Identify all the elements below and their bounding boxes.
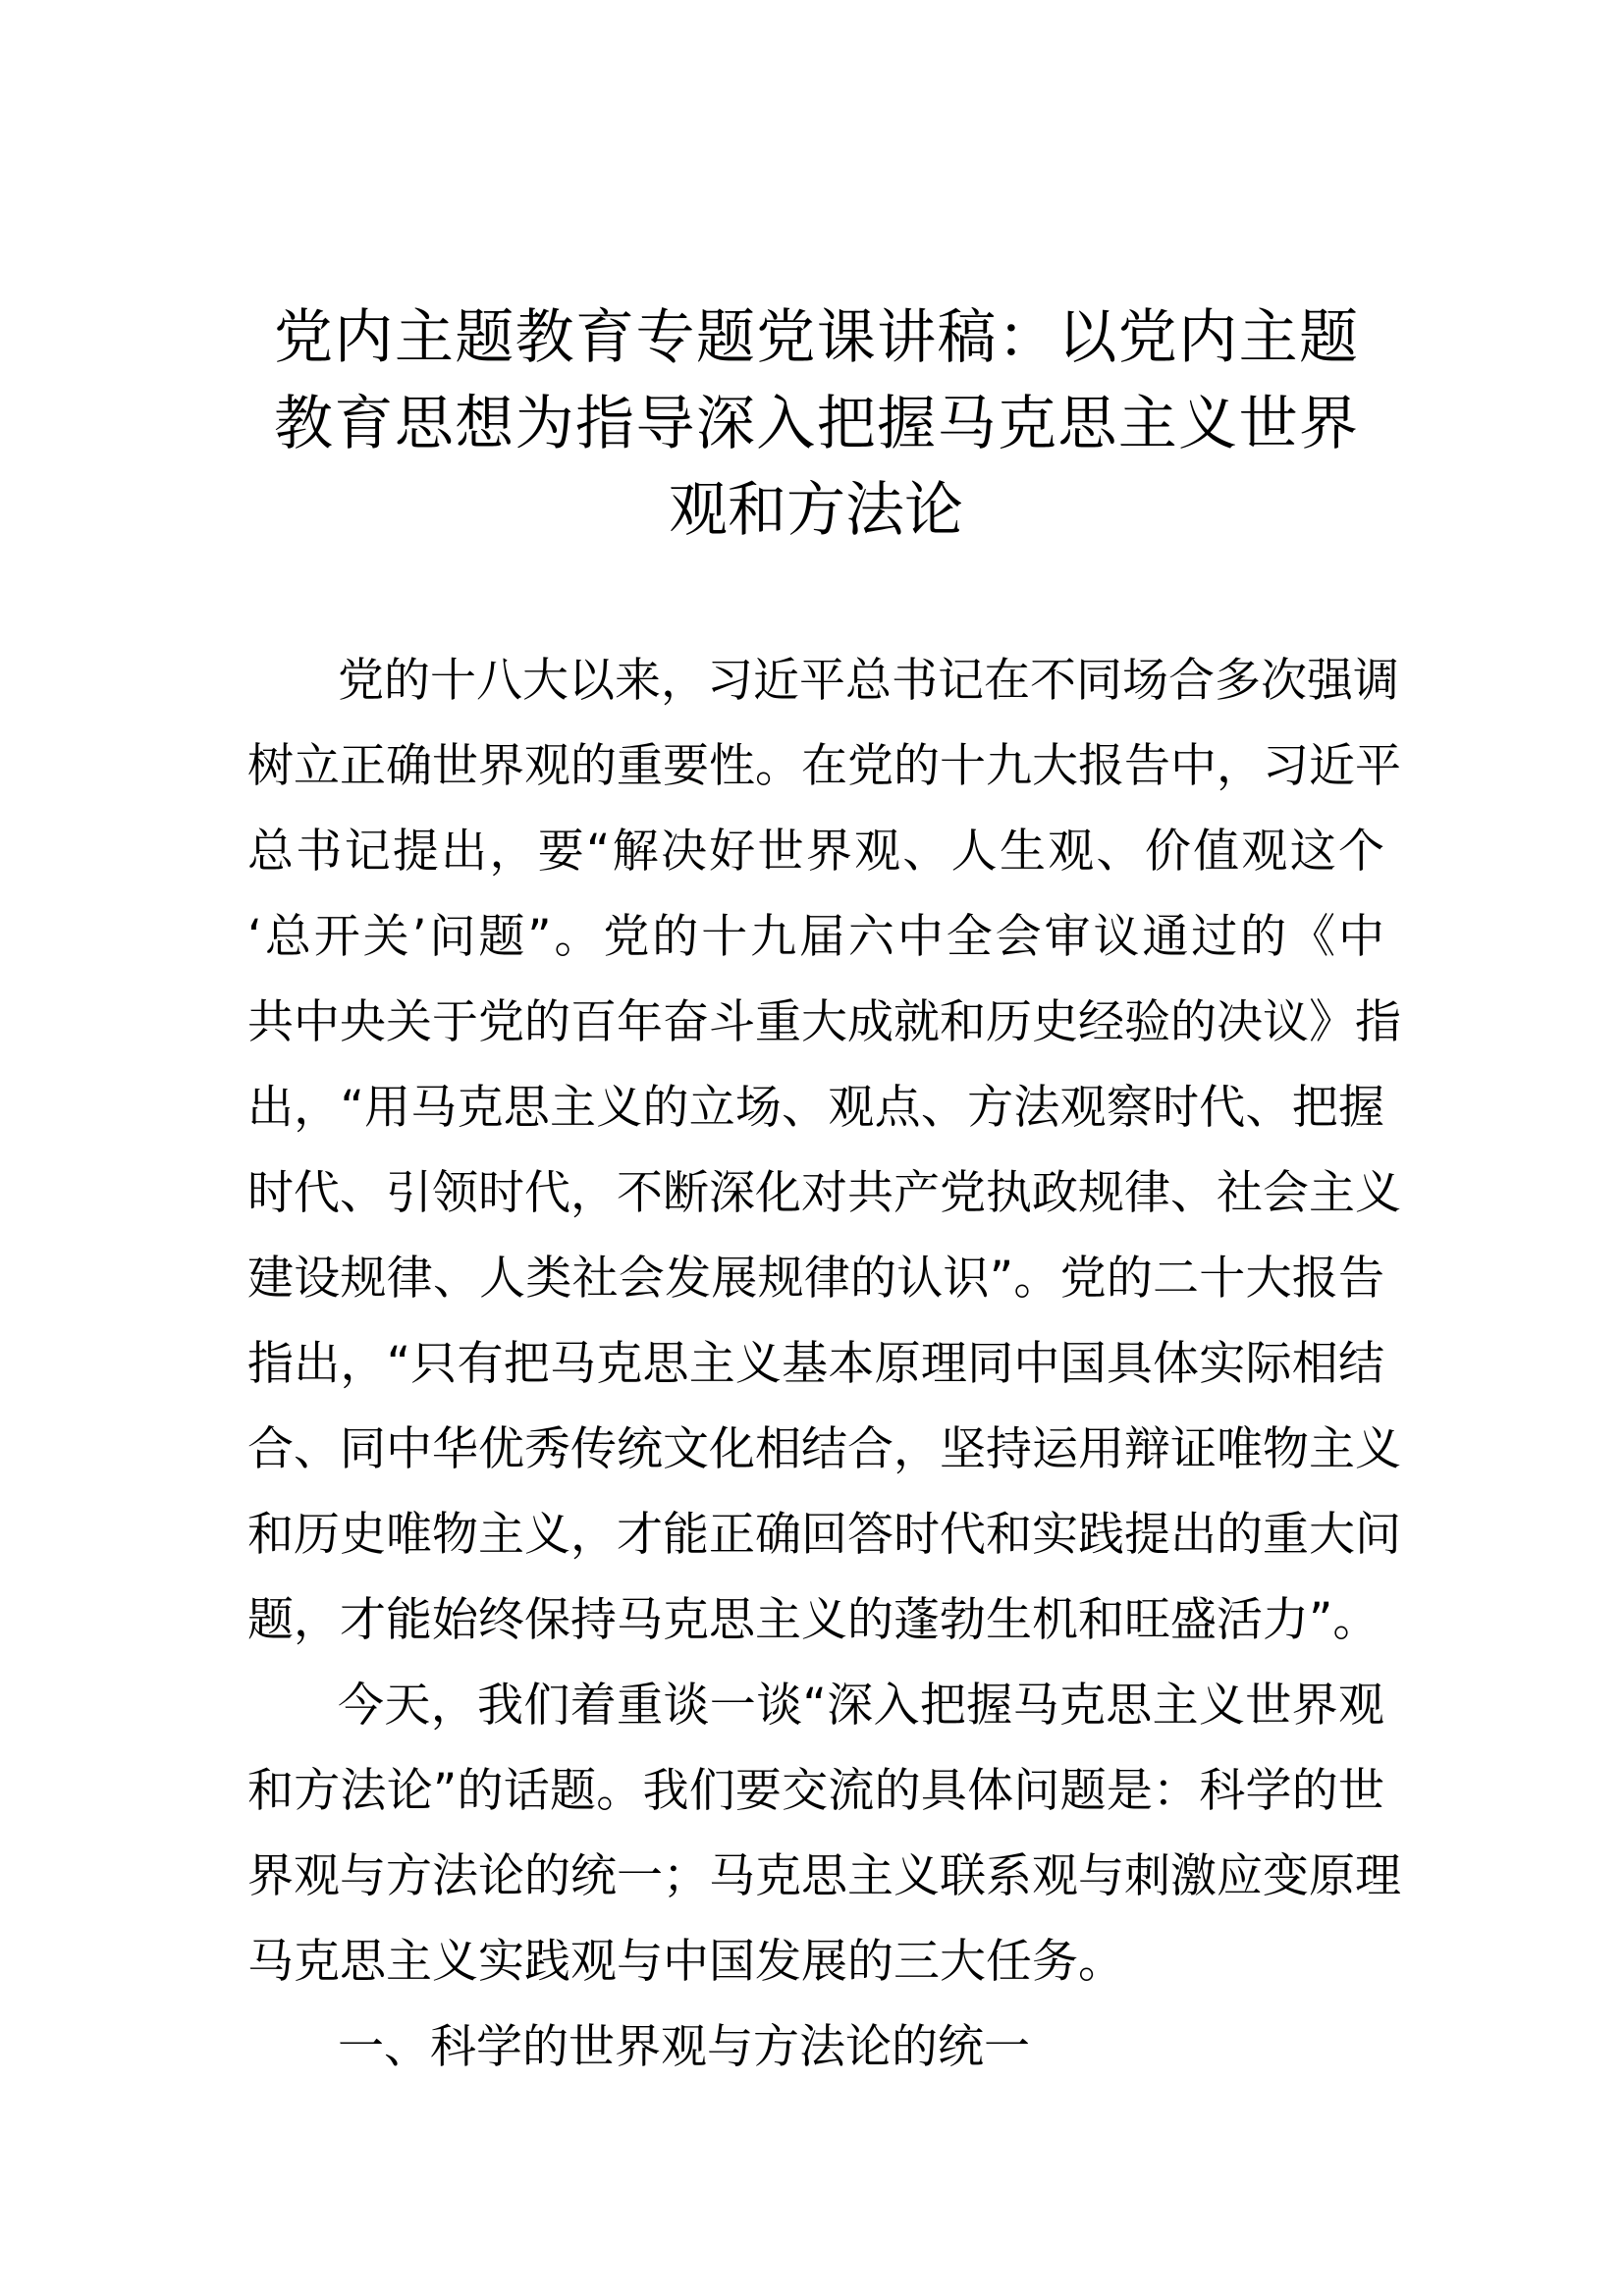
text-line: 共中央关于党的百年奋斗重大成就和历史经验的决议》指 xyxy=(247,995,1401,1049)
text-line: 建设规律、人类社会发展规律的认识”。党的二十大报告 xyxy=(247,1252,1384,1306)
text-line: 时代、引领时代，不断深化对共产党执政规律、社会主义 xyxy=(247,1166,1401,1220)
text-line: 题，才能始终保持马克思主义的蓬勃生机和旺盛活力”。 xyxy=(247,1593,1380,1647)
text-line: 今天，我们着重谈一谈“深入把握马克思主义世界观 xyxy=(338,1679,1384,1733)
title-line: 观和方法论 xyxy=(669,476,963,545)
text-line: ‘总开关’问题”。党的十九届六中全会审议通过的《中 xyxy=(247,910,1384,964)
text-line: 出，“用马克思主义的立场、观点、方法观察时代、把握 xyxy=(247,1081,1384,1135)
text-line: 指出，“只有把马克思主义基本原理同中国具体实际相结 xyxy=(247,1337,1384,1391)
text-line: 界观与方法论的统一；马克思主义联系观与刺激应变原理 xyxy=(247,1849,1401,1903)
text-line: 和方法论”的话题。我们要交流的具体问题是：科学的世 xyxy=(247,1764,1384,1818)
section-heading: 一、科学的世界观与方法论的统一 xyxy=(338,2020,1030,2074)
title-line: 党内主题教育专题党课讲稿：以党内主题 xyxy=(274,303,1358,372)
text-line: 马克思主义实践观与中国发展的三大任务。 xyxy=(247,1935,1124,1989)
paragraph-1 xyxy=(247,638,1401,1663)
title-line: 教育思想为指导深入把握马克思主义世界 xyxy=(274,390,1358,458)
document-title xyxy=(274,294,1358,554)
text-line: 合、同中华优秀传统文化相结合，坚持运用辩证唯物主义 xyxy=(247,1422,1401,1476)
text-line: 党的十八大以来，习近平总书记在不同场合多次强调 xyxy=(338,654,1399,708)
text-line: 树立正确世界观的重要性。在党的十九大报告中，习近平 xyxy=(247,739,1401,793)
text-line: 总书记提出，要“解决好世界观、人生观、价值观这个 xyxy=(247,825,1384,879)
text-line: 和历史唯物主义，才能正确回答时代和实践提出的重大问 xyxy=(247,1508,1401,1562)
document-body xyxy=(247,638,1401,2090)
paragraph-2 xyxy=(247,1663,1401,2004)
